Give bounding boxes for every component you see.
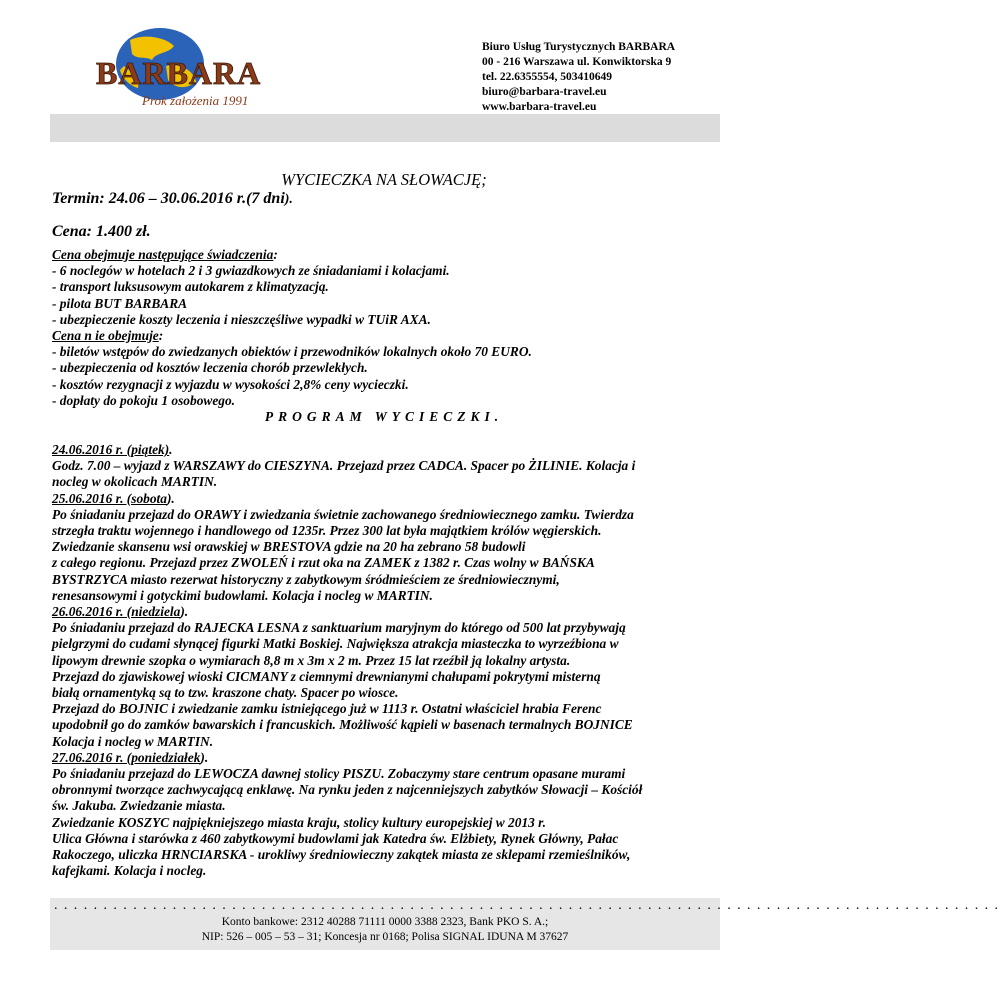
trip-term-tail: ). xyxy=(284,192,293,207)
day-line: Przejazd do zjawiskowej wioski CICMANY z ciemnymi drewnianymi chałupami pokrytymi misterną xyxy=(52,668,601,684)
company-website[interactable]: www.barbara-travel.eu xyxy=(482,101,597,113)
day-line: z całego regionu. Przejazd przez ZWOLEŃ i rzut oka na ZAMEK z 1382 r. Czas wolny w BAŃSKA xyxy=(52,555,595,571)
excludes-item: - biletów wstępów do zwiedzanych obiektów i przewodników lokalnych około 70 EURO. xyxy=(52,344,532,360)
day-line: Ulica Główna i starówka z 460 zabytkowymi budowlami jak Katedra św. Elżbiety, Rynek Główny, Pałac xyxy=(52,830,619,846)
day-date xyxy=(52,491,732,507)
footer xyxy=(50,898,1004,950)
trip-price: Cena: 1.400 zł. xyxy=(52,223,151,240)
company-phone: tel. 22.6355554, 503410649 xyxy=(482,71,613,83)
includes-item: - ubezpieczenie koszty leczenia i nieszczęśliwe wypadki w TUiR AXA. xyxy=(52,311,431,327)
logo-tagline: Prok założenia 1991 xyxy=(142,93,249,108)
trip-title: WYCIECZKA NA SŁOWACJĘ; xyxy=(281,170,487,189)
excludes-heading xyxy=(52,328,732,344)
day-line: BYSTRZYCA miasto rezerwat historyczny z zabytkowym śródmieściem ze średniowiecznymi, xyxy=(52,571,560,587)
footer-dotted-rule: ................................................................................................ xyxy=(54,898,1004,913)
includes-item: - pilota BUT BARBARA xyxy=(52,295,188,311)
day-line: Po śniadaniu przejazd do ORAWY i zwiedzania świetnie zachowanego średniowiecznego zamku. Twierdza xyxy=(52,506,634,522)
day-date-text: 26.06.2016 r. (niedziela xyxy=(52,604,181,620)
includes-heading-suffix: : xyxy=(273,247,278,262)
footer-text xyxy=(50,915,720,945)
program-heading: PROGRAM WYCIECZKI. xyxy=(264,409,504,424)
day-line: obronnymi tworzące zachwycającą enklawę. Na rynku jeden z najcenniejszych zabytków Słowacji – Kościół xyxy=(52,782,643,798)
program-body xyxy=(52,442,732,879)
header-band xyxy=(50,114,720,142)
price-details xyxy=(52,247,732,409)
excludes-item: - kosztów rezygnacji z wyjazdu w wysokości 2,8% ceny wycieczki. xyxy=(52,376,409,392)
day-date-text: 27.06.2016 r. (poniedziałek xyxy=(52,749,201,765)
day-line: Rakoczego, uliczka HRNCIARSKA - urokliwy średniowieczny zakątek miasta ze sklepami rzemieślników, xyxy=(52,847,631,863)
day-line: św. Jakuba. Zwiedzanie miasta. xyxy=(52,798,226,814)
company-address: 00 - 216 Warszawa ul. Konwiktorska 9 xyxy=(482,56,672,68)
excludes-heading-suffix: : xyxy=(158,328,164,344)
day-line: strzegła traktu wojennego i handlowego od 1235r. Przez 300 lat była majątkiem królów węgierskich. xyxy=(52,523,602,539)
company-logo xyxy=(82,26,282,116)
day-line: nocleg w okolicach MARTIN. xyxy=(52,474,218,490)
excludes-item: - ubezpieczenia od kosztów leczenia chorób przewlekłych. xyxy=(52,360,368,376)
includes-item: - transport luksusowym autokarem z klimatyzacją. xyxy=(52,279,329,295)
day-line: Kolacja i nocleg w MARTIN. xyxy=(52,733,214,749)
day-line: pielgrzymi do cudami słynącej figurki Matki Boskiej. Największa atrakcja miasteczka to wyrzeźbiona w xyxy=(52,636,619,652)
day-date-suffix: ). xyxy=(166,490,175,506)
excludes-heading-text: Cena n ie obejmuje xyxy=(52,328,159,344)
day-line: Godz. 7.00 – wyjazd z WARSZAWY do CIESZYNA. Przejazd przez CADCA. Spacer po ŻILINIE. Kolacja i xyxy=(52,458,636,474)
company-name: Biuro Usług Turystycznych BARBARA xyxy=(482,41,676,53)
day-line: białą ornamentyką są to tzw. kraszone chaty. Spacer po wiosce. xyxy=(52,685,399,701)
day-line: kafejkami. Kolacja i nocleg. xyxy=(52,863,207,879)
day-date-text: 25.06.2016 r. (sobota xyxy=(52,490,167,506)
day-date-suffix: . xyxy=(169,442,173,457)
day-date-text: 24.06.2016 r. (piątek) xyxy=(52,442,170,457)
trip-term-main: Termin: 24.06 – 30.06.2016 r.(7 dni xyxy=(52,190,285,207)
includes-heading xyxy=(52,247,732,263)
day-line: upodobnił go do zamków bawarskich i francuskich. Możliwość kąpieli w basenach termalnych BOJNICE xyxy=(52,717,633,733)
day-date-suffix: ). xyxy=(180,604,189,620)
includes-heading-text: Cena obejmuje następujące świadczenia xyxy=(52,247,274,262)
includes-item: - 6 noclegów w hotelach 2 i 3 gwiazdkowych ze śniadaniami i kolacjami. xyxy=(52,263,450,279)
day-line: Przejazd do BOJNIC i zwiedzanie zamku istniejącego już w 1113 r. Ostatni właściciel hrabia Ferenc xyxy=(52,701,602,717)
day-date-suffix: ). xyxy=(200,749,209,765)
company-email[interactable]: biuro@barbara-travel.eu xyxy=(482,86,607,98)
excludes-item: - dopłaty do pokoju 1 osobowego. xyxy=(52,392,236,408)
day-line: Zwiedzanie skansenu wsi orawskiej w BRESTOVA gdzie na 20 ha zebrano 58 budowli xyxy=(52,539,526,555)
day-line: Po śniadaniu przejazd do LEWOCZA dawnej stolicy PISZU. Zobaczymy stare centrum opasane murami xyxy=(52,766,626,782)
footer-bank-account: Konto bankowe: 2312 40288 71111 0000 3388 2323, Bank PKO S. A.; xyxy=(221,916,549,928)
day-line: Zwiedzanie KOSZYC najpiękniejszego miasta kraju, stolicy kultury europejskiej w 2013 r. xyxy=(52,814,547,830)
day-line: lipowym drewnie szopka o wymiarach 8,8 m x 3m x 2 m. Przez 15 lat rzeźbił ją lokalny artysta. xyxy=(52,652,571,668)
day-date xyxy=(52,750,732,766)
day-date xyxy=(52,604,732,620)
trip-term xyxy=(52,190,293,208)
day-date xyxy=(52,442,732,458)
day-line: renesansowymi i gotyckimi budowlami. Kolacja i nocleg w MARTIN. xyxy=(52,587,433,603)
footer-registry: NIP: 526 – 005 – 53 – 31; Koncesja nr 0168; Polisa SIGNAL IDUNA M 37627 xyxy=(201,931,569,943)
company-info xyxy=(482,40,675,115)
day-line: Po śniadaniu przejazd do RAJECKA LESNA z sanktuarium maryjnym do którego od 500 lat przybywają xyxy=(52,620,626,636)
logo-brand-text: BARBARA xyxy=(96,55,262,91)
